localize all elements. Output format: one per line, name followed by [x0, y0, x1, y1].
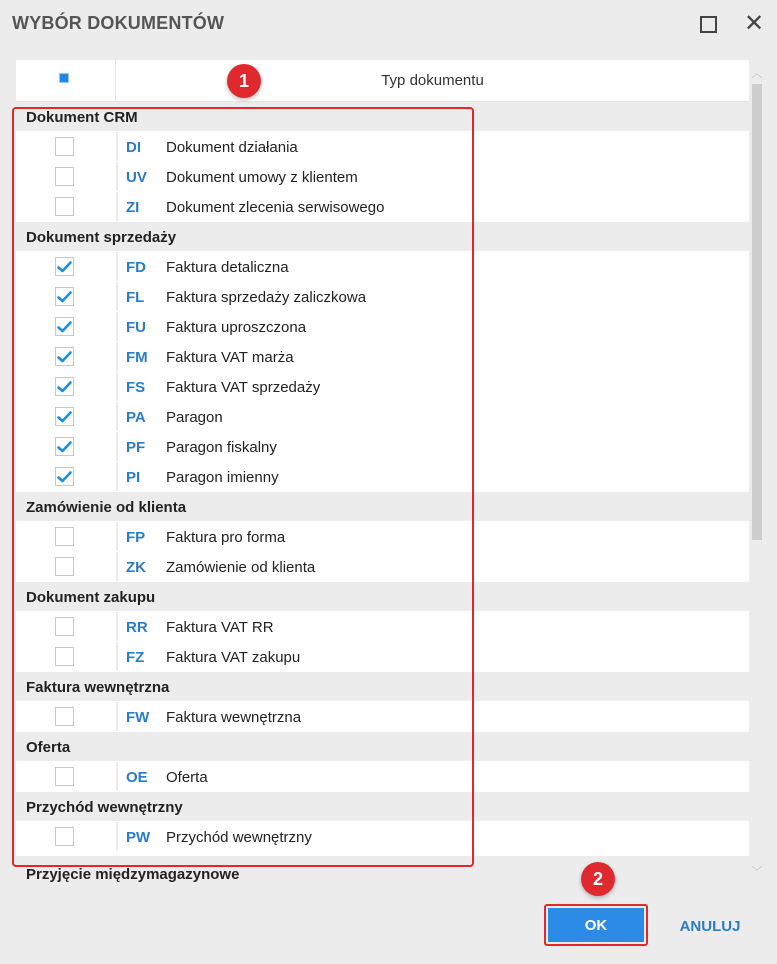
document-cell[interactable] — [118, 552, 749, 581]
table-row[interactable] — [16, 702, 749, 732]
document-name: Faktura VAT marża — [166, 349, 294, 366]
document-cell[interactable] — [118, 612, 749, 641]
row-checkbox[interactable] — [55, 407, 74, 426]
document-code: FW — [126, 709, 150, 726]
document-name: Faktura sprzedaży zaliczkowa — [166, 289, 367, 306]
group-header[interactable]: Przychód wewnętrzny — [16, 792, 749, 822]
ok-button-highlight — [544, 904, 648, 946]
table-row[interactable] — [16, 132, 749, 162]
group-header[interactable]: Dokument sprzedaży — [16, 222, 749, 252]
group-header[interactable]: Faktura wewnętrzna — [16, 672, 749, 702]
row-checkbox[interactable] — [55, 257, 74, 276]
table-row[interactable] — [16, 432, 749, 462]
checkbox-cell — [16, 552, 116, 581]
table-row[interactable] — [16, 402, 749, 432]
table-row[interactable] — [16, 342, 749, 372]
document-code: FU — [126, 319, 146, 336]
checkbox-cell — [16, 432, 116, 461]
row-checkbox[interactable] — [55, 647, 74, 666]
row-checkbox[interactable] — [55, 197, 74, 216]
document-cell[interactable] — [118, 132, 749, 161]
checkbox-cell — [16, 822, 116, 851]
document-name: Oferta — [166, 769, 208, 786]
annotation-badge-2: 2 — [581, 862, 615, 896]
table-row[interactable] — [16, 552, 749, 582]
document-cell[interactable] — [118, 522, 749, 551]
document-cell[interactable] — [118, 822, 749, 851]
column-header-document-type[interactable]: Typ dokumentu — [381, 72, 484, 89]
document-code: FD — [126, 259, 146, 276]
table-row[interactable] — [16, 312, 749, 342]
checkbox-cell — [16, 702, 116, 731]
document-type-grid — [16, 60, 749, 856]
document-name: Dokument umowy z klientem — [166, 169, 358, 186]
row-checkbox[interactable] — [55, 317, 74, 336]
row-checkbox[interactable] — [55, 467, 74, 486]
table-row[interactable] — [16, 372, 749, 402]
row-checkbox[interactable] — [55, 617, 74, 636]
document-code: FS — [126, 379, 146, 396]
group-header[interactable]: Oferta — [16, 732, 749, 762]
document-name: Dokument działania — [166, 139, 298, 156]
checkmark-icon — [57, 351, 72, 363]
checkbox-cell — [16, 762, 116, 791]
checkbox-cell — [16, 282, 116, 311]
row-checkbox[interactable] — [55, 707, 74, 726]
document-name: Przychód wewnętrzny — [166, 829, 312, 846]
checkbox-cell — [16, 372, 116, 401]
document-code: FM — [126, 349, 148, 366]
table-row[interactable] — [16, 252, 749, 282]
document-name: Faktura detaliczna — [166, 259, 289, 276]
document-code: FL — [126, 289, 145, 306]
document-cell[interactable] — [118, 642, 749, 671]
scroll-up-icon[interactable]: ︿ — [751, 68, 763, 80]
checkmark-icon — [57, 441, 72, 453]
checkmark-icon — [57, 411, 72, 423]
document-cell[interactable] — [118, 402, 749, 431]
row-checkbox[interactable] — [55, 827, 74, 846]
close-icon[interactable]: ✕ — [743, 10, 765, 37]
checkbox-cell — [16, 342, 116, 371]
document-cell[interactable] — [118, 192, 749, 221]
table-row[interactable] — [16, 522, 749, 552]
table-row[interactable] — [16, 162, 749, 192]
cancel-button[interactable]: ANULUJ — [670, 910, 750, 942]
vertical-scrollbar[interactable] — [749, 60, 765, 890]
document-code: RR — [126, 619, 148, 636]
document-code: PF — [126, 439, 146, 456]
row-checkbox[interactable] — [55, 137, 74, 156]
document-code: FP — [126, 529, 146, 546]
group-header-partial[interactable]: Przyjęcie międzymagazynowe — [26, 866, 240, 883]
document-cell[interactable] — [118, 372, 749, 401]
row-checkbox[interactable] — [55, 377, 74, 396]
group-header[interactable]: Dokument CRM — [16, 102, 749, 132]
maximize-icon[interactable] — [694, 10, 722, 38]
table-row[interactable] — [16, 192, 749, 222]
checkbox-cell — [16, 642, 116, 671]
document-code: DI — [126, 139, 141, 156]
document-name: Faktura uproszczona — [166, 319, 307, 336]
window-title: WYBÓR DOKUMENTÓW — [12, 13, 225, 33]
document-code: OE — [126, 769, 148, 786]
checkmark-icon — [57, 261, 72, 273]
ok-button[interactable]: OK — [548, 908, 644, 942]
row-checkbox[interactable] — [55, 767, 74, 786]
document-name: Paragon imienny — [166, 469, 279, 486]
checkbox-cell — [16, 252, 116, 281]
scroll-down-icon[interactable]: ﹀ — [751, 866, 763, 878]
row-checkbox[interactable] — [55, 527, 74, 546]
checkmark-icon — [57, 291, 72, 303]
document-cell[interactable] — [118, 702, 749, 731]
table-row[interactable] — [16, 822, 749, 852]
row-checkbox[interactable] — [55, 287, 74, 306]
checkbox-cell — [16, 612, 116, 641]
document-name: Faktura pro forma — [166, 529, 286, 546]
document-cell[interactable] — [118, 162, 749, 191]
document-cell[interactable] — [118, 342, 749, 371]
table-row[interactable] — [16, 612, 749, 642]
title-bar — [0, 0, 777, 48]
row-checkbox[interactable] — [55, 557, 74, 576]
document-cell[interactable] — [118, 762, 749, 791]
checkbox-cell — [16, 312, 116, 341]
checkbox-cell — [16, 132, 116, 161]
row-checkbox[interactable] — [55, 437, 74, 456]
document-name: Faktura VAT RR — [166, 619, 274, 636]
document-cell[interactable] — [118, 432, 749, 461]
document-name: Faktura VAT sprzedaży — [166, 379, 321, 396]
document-name: Faktura VAT zakupu — [166, 649, 301, 666]
document-cell[interactable] — [118, 252, 749, 281]
grid-rows — [16, 102, 749, 852]
select-all-checkbox[interactable] — [16, 60, 116, 102]
document-cell[interactable] — [118, 462, 749, 491]
document-name: Faktura wewnętrzna — [166, 709, 302, 726]
table-row[interactable] — [16, 762, 749, 792]
document-code: FZ — [126, 649, 145, 666]
document-code: ZI — [126, 199, 140, 216]
document-name: Dokument zlecenia serwisowego — [166, 199, 385, 216]
table-row[interactable] — [16, 282, 749, 312]
group-header[interactable]: Dokument zakupu — [16, 582, 749, 612]
document-code: UV — [126, 169, 147, 186]
row-checkbox[interactable] — [55, 167, 74, 186]
scroll-thumb[interactable] — [752, 84, 762, 540]
checkmark-icon — [57, 471, 72, 483]
checkbox-cell — [16, 192, 116, 221]
document-cell[interactable] — [118, 282, 749, 311]
checkbox-cell — [16, 402, 116, 431]
document-code: PI — [126, 469, 141, 486]
table-row[interactable] — [16, 642, 749, 672]
row-checkbox[interactable] — [55, 347, 74, 366]
checkmark-icon — [57, 381, 72, 393]
grid-header — [16, 60, 749, 102]
document-name: Zamówienie od klienta — [166, 559, 316, 576]
document-cell[interactable] — [118, 312, 749, 341]
checkbox-cell — [16, 162, 116, 191]
checkmark-icon — [57, 321, 72, 333]
group-header[interactable]: Zamówienie od klienta — [16, 492, 749, 522]
checkbox-cell — [16, 522, 116, 551]
document-code: PW — [126, 829, 151, 846]
document-name: Paragon — [166, 409, 223, 426]
checkbox-cell — [16, 462, 116, 491]
annotation-badge-1: 1 — [227, 64, 261, 98]
document-name: Paragon fiskalny — [166, 439, 277, 456]
document-code: PA — [126, 409, 146, 426]
document-code: ZK — [126, 559, 146, 576]
table-row[interactable] — [16, 462, 749, 492]
